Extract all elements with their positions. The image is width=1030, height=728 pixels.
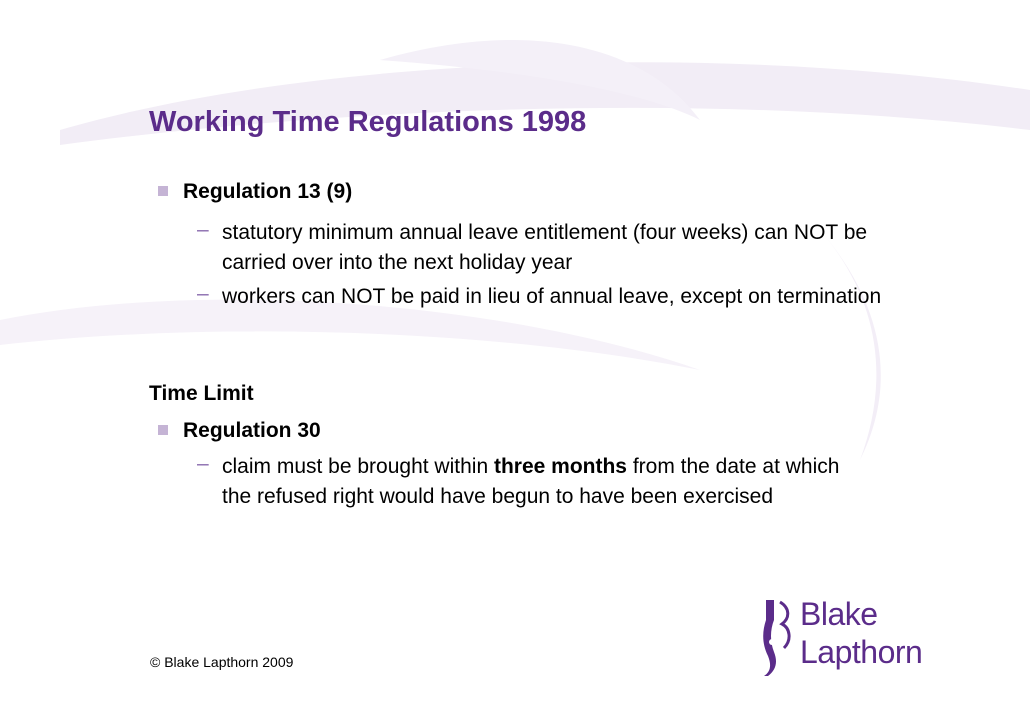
bullet-regulation-30: Regulation 30 (183, 419, 321, 442)
bullet-square-icon (158, 186, 168, 196)
sub-item-carry-over: statutory minimum annual leave entitlement (four weeks) can NOT be carried over into the next holiday year (222, 221, 868, 274)
dash-bullet-icon: – (197, 218, 209, 241)
sub-item-claim (222, 452, 872, 512)
bullet-square-icon (158, 425, 168, 435)
claim-text-start: claim must be brought within (222, 455, 494, 478)
claim-text-bold: three months (493, 455, 627, 478)
logo-text-lapthorn: Lapthorn (800, 634, 923, 670)
copyright-footer: © Blake Lapthorn 2009 (150, 654, 294, 670)
sub-item-pay-in-lieu: workers can NOT be paid in lieu of annual leave, except on termination (222, 285, 882, 308)
dash-bullet-icon: – (197, 452, 209, 475)
claim-text-end: from the date at which the refused right would have begun to have been exercised (222, 455, 840, 508)
bullet-regulation-13: Regulation 13 (9) (183, 180, 353, 203)
slide-title: Working Time Regulations 1998 (149, 106, 587, 138)
logo-mark-icon (760, 596, 796, 678)
logo-text-blake: Blake (800, 596, 878, 632)
dash-bullet-icon: – (197, 282, 209, 305)
blake-lapthorn-logo (760, 596, 940, 678)
time-limit-heading: Time Limit (149, 382, 254, 405)
